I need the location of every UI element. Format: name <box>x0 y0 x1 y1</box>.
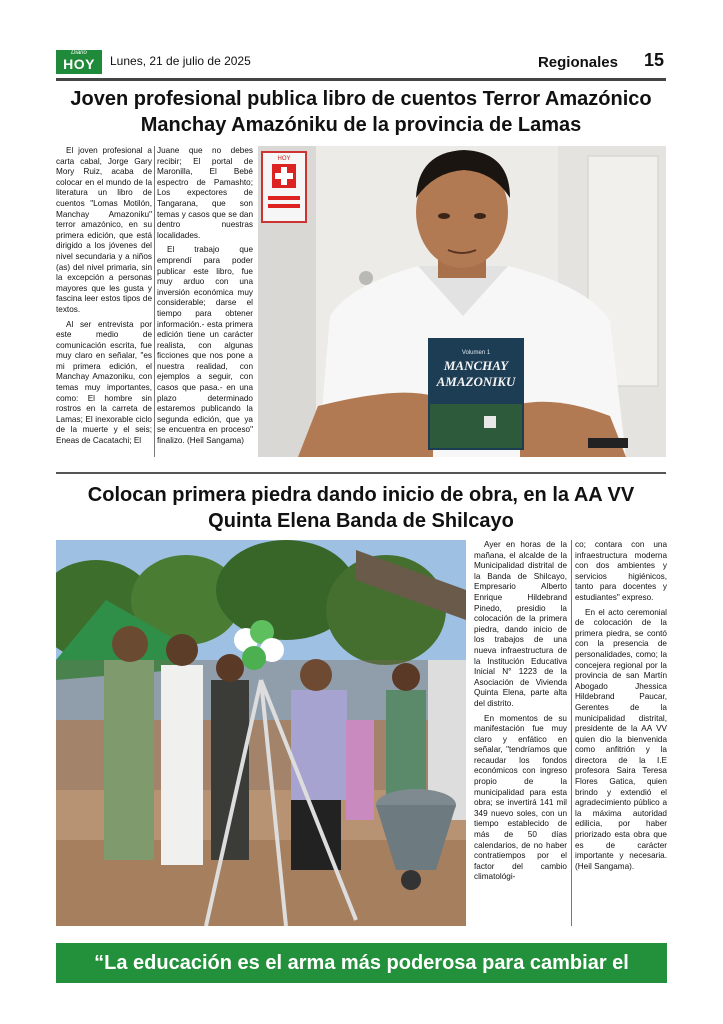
issue-date: Lunes, 21 de julio de 2025 <box>110 54 251 68</box>
book-title-line1: MANCHAY <box>443 358 509 373</box>
article1-paragraph: Al ser entrevista por este medio de comunicación escrita, fue muy claro en señalar, "es mi primera edición, el Manchay Amazoniku, con temas muy importantes, como: El hombre sin rostros en la carreta de Lamas; El inexorable ciclo de la muerte y el seis; Eneas de Cacatachi; El <box>56 319 152 446</box>
article2-paragraph: Ayer en horas de la mañana, el alcalde de la Municipalidad distrital de la Banda de Shilcayo, Empresario Alberto Enrique Hildebrand Pinedo, presidio la colocación de la primera piedra, dando inicio de los trabajos de una nueva infraestructura de la Institución Educativa Inicial N° 1223 de la Asociación de Vivienda Quinta Elena, parte alta del distrito. <box>474 540 567 708</box>
article2-paragraph: En el acto ceremonial de colocación de la primera piedra, se contó con la presencia de personalidades, como; la concejera regional por la provincia de san Martín Abogado Jhessica Hildebrand Paucar, Gerentes de la municipalidad distrital, presidente de la AA VV quien dio la bienvenida como anfitrión y la directora de la I.E profesora Saira Teresa Flores Gatica, quien brindo y extendió el agradecimiento público a la máxima autoridad edilicia, por haber priorizado esta obra que es de carácter importante y necesaria. (Heil Sangama). <box>575 607 667 871</box>
article1-column-2 <box>157 146 253 451</box>
article2-column-2 <box>575 540 667 876</box>
article1-paragraph: El joven profesional a carta cabal, Jorge Gary Mory Ruiz, acaba de colocar en el mundo de la literatura un libro de cuentos "Lomas Motilón, Manchay Amazoniku" terror amazónico, en su primera edición, que está dirigido a los jóvenes del nivel secundaria y a niños (as) del nivel primaria, sin la excepción a personas mayores que les gusta y fascina leer estos tipos de textos. <box>56 146 152 314</box>
article1-column-1 <box>56 146 152 451</box>
article1-headline-line2: Manchay Amazóniku de la provincia de Lamas <box>140 114 582 136</box>
book-volume: Volumen 1 <box>461 350 491 356</box>
sign-text: HOY <box>277 156 291 162</box>
section-name: Regionales <box>537 54 618 71</box>
article2-headline-line1: Colocan primera piedra dando inicio de obra, en la AA VV <box>87 484 635 506</box>
article1-headline <box>56 86 666 138</box>
logo-small-text: Diario <box>71 50 87 56</box>
article-divider <box>56 472 666 474</box>
ceremony-photo <box>56 540 466 926</box>
book-title-line2: AMAZONIKU <box>436 374 516 389</box>
author-photo-illustration <box>258 146 666 457</box>
logo-big-text: HOY <box>63 56 95 72</box>
article2-headline <box>56 482 666 534</box>
article2-headline-line2: Quinta Elena Banda de Shilcayo <box>208 510 514 532</box>
article2-column-1 <box>474 540 567 887</box>
article2-paragraph: co; contara con una infraestructura moderna con dos ambientes y servicios higiénicos, tanto para docentes y estudiantes" expreso. <box>575 540 667 602</box>
newspaper-logo <box>56 50 102 74</box>
column-divider <box>571 540 572 926</box>
header-divider <box>56 78 666 81</box>
quote-banner: “La educación es el arma más poderosa para cambiar el mundo” <box>56 943 667 983</box>
article1-headline-line1: Joven profesional publica libro de cuentos Terror Amazónico <box>70 88 652 110</box>
column-divider <box>154 146 155 457</box>
article1-paragraph: Juane que no debes recibir; El portal de Maronilla, El Bebé espectro de Pamashto; Los expectores de Tangarana, que son temas y casos que se dan dentro nuestras localidades. <box>157 146 253 240</box>
page-header <box>56 44 666 78</box>
ceremony-photo-illustration <box>56 540 466 926</box>
article1-paragraph: El trabajo que emprendí para poder publicar este libro, fue muy arduo con una inversión económica muy considerable; darse el tiempo para obtener información.- esta primera edición tiene un carácter realista, con algunas ficciones que nos pone a nuestra realidad, con ejemplos a seguir, con casos que pasa.- en una plazo determinado estaremos publicando la segunda edición, que ya se encuentra en proceso" finalizo. (Heil Sangama) <box>157 245 253 446</box>
author-with-book-photo <box>258 146 666 457</box>
page-number: 15 <box>643 50 664 70</box>
article2-paragraph: En momentos de su manifestación fue muy claro y enfático en señalar, "tendríamos que recaudar los fondos económicos con ingreso propio de la municipalidad para esta obra; se invertirá 141 mil 349 nuevo soles, con un tiempo establecido de más de 50 días calendarios, de no haber contratiempos por el factor del cambio climatológi- <box>474 713 567 882</box>
